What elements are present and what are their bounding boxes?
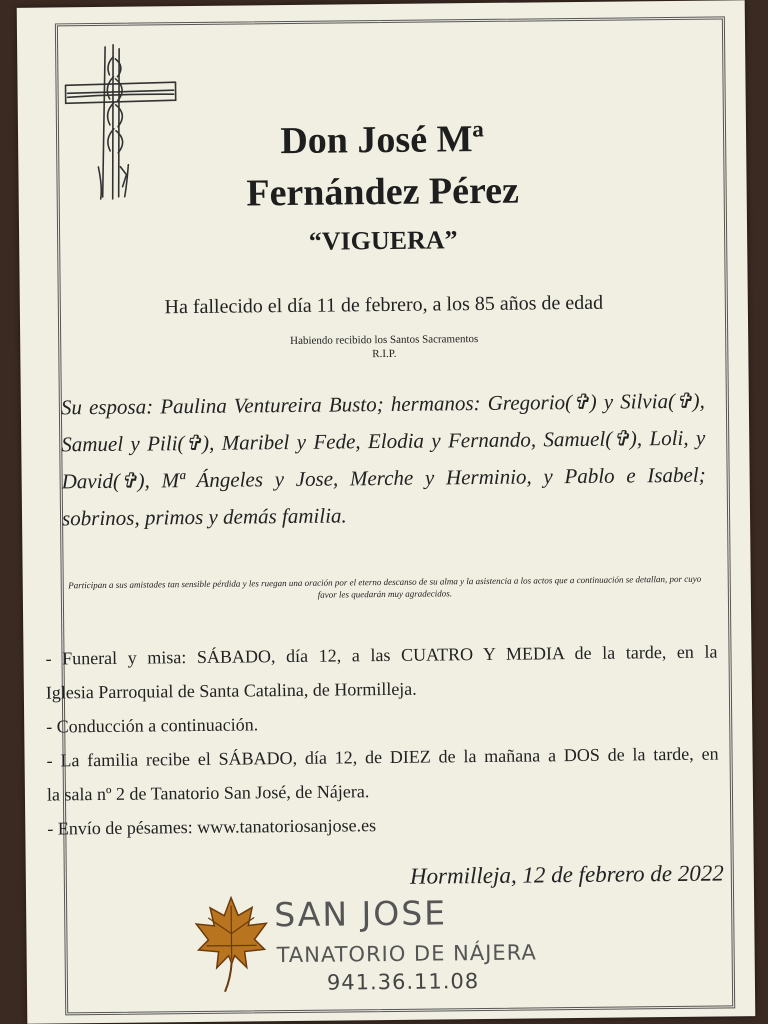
deceased-name-line1: Don José Mª <box>280 117 485 163</box>
brand-name: SAN JOSE <box>274 893 448 935</box>
deceased-name-line2: Fernández Pérez <box>246 169 520 215</box>
invitation-text: Participan a sus amistades tan sensible pérdida y les ruegan una oración por el eterno descanso de su alma y la asistencia a los actos que a continuación se detallan, por cuyo favor les quedarán muy agradecidos. <box>68 573 702 600</box>
family-list: Su esposa: Paulina Ventureira Busto; hermanos: Gregorio(✞) y Silvia(✞), Samuel y Pili(✞), Maribel y Fede, Elodia y Fernando, Samuel(✞), Loli, y David(✞), Mª Ángeles y Jose, Merche y Herminio, y Pablo e Isabel; sobrinos, primos y demás familia. <box>60 388 706 531</box>
sacraments-note: Habiendo recibido los Santos Sacramentos <box>290 333 479 347</box>
obituary-sheet <box>17 0 756 1024</box>
brand-phone: 941.36.11.08 <box>326 969 480 995</box>
death-notice: Ha fallecido el día 11 de febrero, a los 85 años de edad <box>164 291 604 319</box>
place-and-date: Hormilleja, 12 de febrero de 2022 <box>409 860 724 889</box>
event-line: - Envío de pésames: www.tanatoriosanjose.es <box>47 815 377 839</box>
event-line: la sala nº 2 de Tanatorio San José, de Nájera. <box>46 781 370 805</box>
brand-subtitle: TANATORIO DE NÁJERA <box>276 940 537 968</box>
event-line: - Funeral y misa: SÁBADO, día 12, a las CUATRO Y MEDIA de la tarde, en la <box>45 641 718 669</box>
event-line: - La familia recibe el SÁBADO, día 12, de DIEZ de la mañana a DOS de la tarde, en <box>46 743 719 771</box>
deceased-nickname: “VIGUERA” <box>308 225 458 256</box>
event-line: - Conducción a continuación. <box>46 714 259 737</box>
maple-leaf-logo <box>194 893 269 994</box>
events-list <box>45 635 719 846</box>
event-line: Iglesia Parroquial de Santa Catalina, de Hormilleja. <box>45 678 417 703</box>
rip-note: R.I.P. <box>372 347 397 361</box>
